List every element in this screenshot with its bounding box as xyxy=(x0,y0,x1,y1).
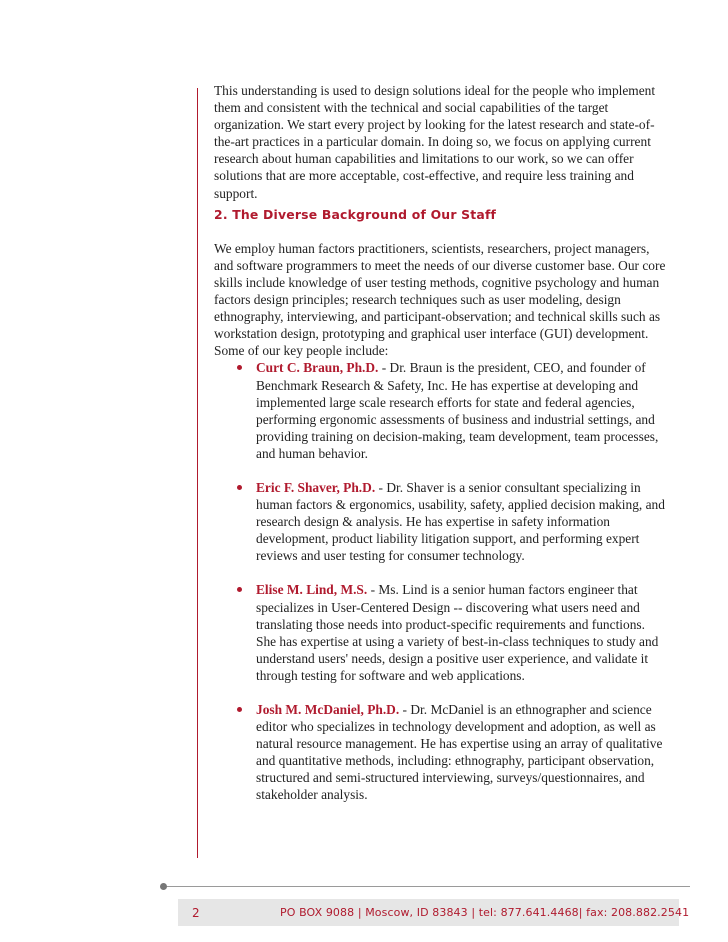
person-bio: - Ms. Lind is a senior human factors engineer that specializes in User-Centered Design -- discovering what users need and translating those needs into product-specific requirements and functions. She has expertise at using a variety of best-in-class techniques to study and understand users' needs, design a positive user experience, and validate it through testing for software and web applications. xyxy=(256,582,659,683)
person-bio: - Dr. Braun is the president, CEO, and founder of Benchmark Research & Safety, Inc. He has expertise at developing and implemented large scale research efforts for state and federal agencies, performing ergonomic assessments of business and industrial settings, and providing training on decision-making, team development, team processes, and human behavior. xyxy=(256,360,659,461)
footer-rule xyxy=(163,886,690,887)
footer-dot-icon xyxy=(160,883,167,890)
person-name: Curt C. Braun, Ph.D. xyxy=(256,360,379,376)
margin-rule xyxy=(197,88,198,858)
section-heading: 2. The Diverse Background of Our Staff xyxy=(214,206,497,222)
person-item-mcdaniel xyxy=(256,701,666,804)
person-item-braun xyxy=(256,359,666,462)
footer-address: PO BOX 9088 | Moscow, ID 83843 | tel: 877.641.4468| fax: 208.882.2541 xyxy=(280,906,690,919)
bullet-icon xyxy=(237,587,242,592)
bullet-icon xyxy=(237,365,242,370)
key-people-list xyxy=(214,359,666,803)
bullet-icon xyxy=(237,707,242,712)
page-number: 2 xyxy=(192,906,200,920)
bullet-icon xyxy=(237,485,242,490)
person-name: Josh M. McDaniel, Ph.D. xyxy=(256,702,400,717)
intro-paragraph: This understanding is used to design solutions ideal for the people who implement them and consistent with the technical and social capabilities of the target organization. We start every project by looking for the latest research and state-of-the-art practices in a particular domain. In doing so, we focus on applying current research about human capabilities and limitations to our work, so we can offer solutions that are more acceptable, cost-effective, and require less training and support. xyxy=(214,83,656,201)
footer-bar xyxy=(178,899,690,926)
person-name: Elise M. Lind, M.S. xyxy=(256,582,368,598)
staff-paragraph: We employ human factors practitioners, scientists, researchers, project managers, and software programmers to meet the needs of our diverse customer base. Our core skills include knowledge of user testing methods, cognitive psychology and human factors design principles; research techniques such as user modeling, design ethnography, interviewing, and participant-observation; and technical skills such as workstation design, prototyping and graphical user interface (GUI) development. Some of our key people include: xyxy=(214,240,666,359)
person-name: Eric F. Shaver, Ph.D. xyxy=(256,479,376,495)
person-item-shaver xyxy=(256,479,666,564)
person-item-lind xyxy=(256,581,666,684)
person-bio: - Dr. Shaver is a senior consultant specializing in human factors & ergonomics, usability, safety, applied decision making, and research design & analysis. He has expertise in safety information development, product liability litigation support, and performing expert reviews and user testing for consumer technology. xyxy=(256,479,665,564)
person-bio: - Dr. McDaniel is an ethnographer and science editor who specializes in technology development and adoption, as well as natural resource management. He has expertise using an array of qualitative and quantitative methods, including: ethnography, participant observation, structured and semi-structured interviewing, surveys/questionnaires, and stakeholder analysis. xyxy=(256,702,663,803)
page-content xyxy=(214,82,666,821)
